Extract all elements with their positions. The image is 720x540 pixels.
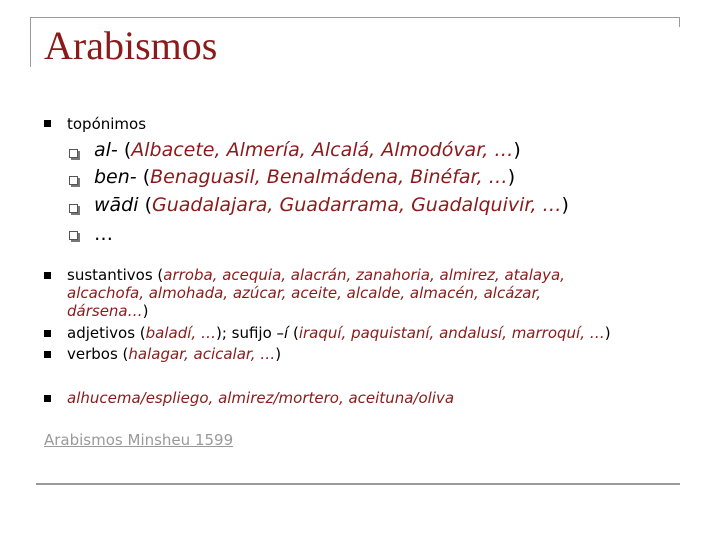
toponimo-wadi: wādi (Guadalajara, Guadarrama, Guadalquivir, …) — [94, 194, 569, 216]
adjetivos-line: adjetivos (baladí, …); sufijo –í (iraquí, paquistaní, andalusí, marroquí, …) — [67, 324, 611, 342]
bullet-square-icon — [44, 395, 51, 402]
slide-title: Arabismos — [44, 23, 218, 68]
toponimos-label: topónimos — [67, 115, 147, 133]
frame-left-line — [30, 17, 31, 67]
frame-right-line — [679, 17, 680, 27]
sustantivos-line3: dársena…) — [67, 302, 149, 320]
sustantivos-line1: sustantivos (arroba, acequia, alacrán, zanahoria, almirez, atalaya, — [67, 266, 565, 284]
verbos-line: verbos (halagar, acicalar, …) — [67, 345, 282, 363]
sub-bullet-icon — [69, 204, 78, 213]
toponimo-ben: ben- (Benaguasil, Benalmádena, Binéfar, …) — [94, 166, 516, 188]
bullet-square-icon — [44, 272, 51, 279]
bullet-square-icon — [44, 351, 51, 358]
sub-bullet-icon — [69, 149, 78, 158]
synonym-pairs: alhucema/espliego, almirez/mortero, aceituna/oliva — [67, 389, 455, 407]
bullet-square-icon — [44, 120, 51, 127]
sub-bullet-icon — [69, 176, 78, 185]
bullet-square-icon — [44, 330, 51, 337]
frame-top-line — [30, 17, 680, 18]
toponimo-ellipsis: … — [94, 223, 113, 245]
minsheu-link[interactable]: Arabismos Minsheu 1599 — [44, 431, 234, 449]
sustantivos-line2: alcachofa, almohada, azúcar, aceite, alcalde, almacén, alcázar, — [67, 284, 542, 302]
toponimo-al: al- (Albacete, Almería, Alcalá, Almodóvar, …) — [94, 139, 521, 161]
frame-bottom-line — [36, 483, 680, 485]
sub-bullet-icon — [69, 231, 78, 240]
